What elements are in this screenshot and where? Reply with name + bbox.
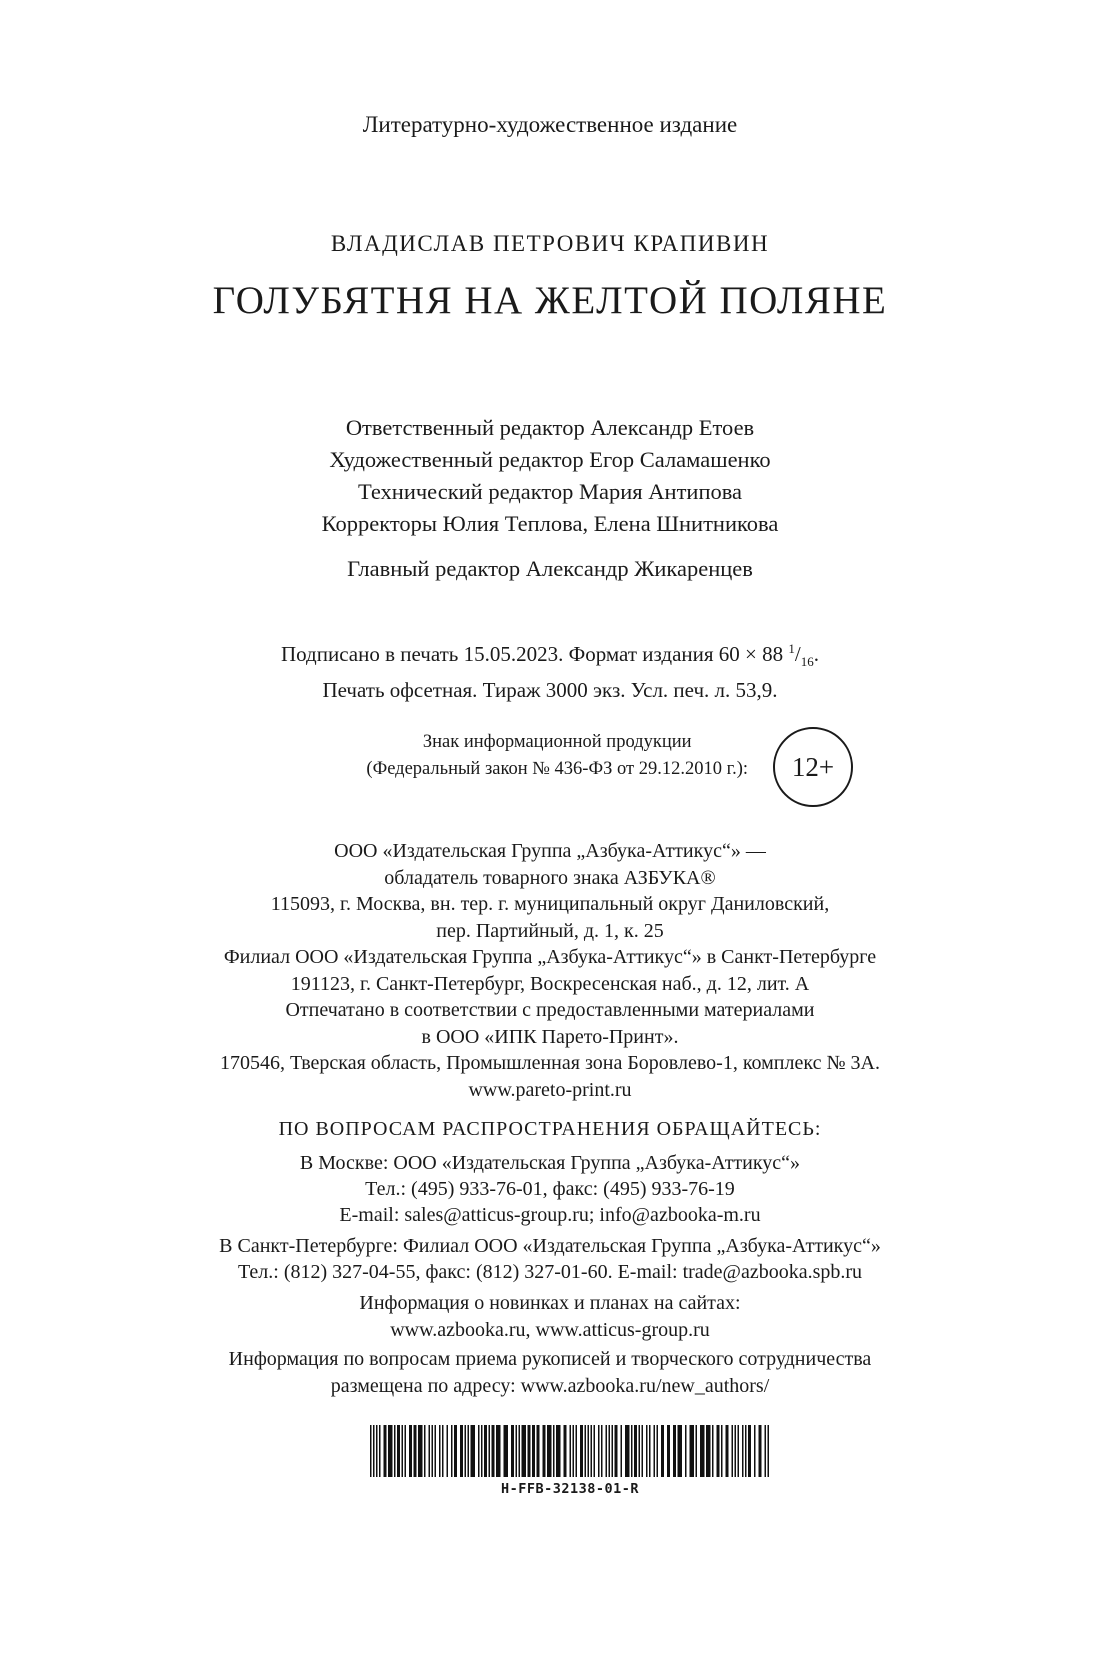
barcode-bar: [606, 1425, 608, 1477]
barcode-bar: [754, 1425, 756, 1477]
barcode-bar: [721, 1425, 723, 1477]
author-name: ВЛАДИСЛАВ ПЕТРОВИЧ КРАПИВИН: [330, 231, 770, 256]
barcode-bar: [519, 1425, 521, 1477]
barcode-bar: [634, 1425, 637, 1477]
barcode: [370, 1425, 770, 1477]
barcode-bar: [516, 1425, 518, 1477]
barcode-bar: [673, 1425, 676, 1477]
age-rating-badge: 12+: [773, 727, 853, 807]
edition-genre: Литературно-художественное издание: [362, 112, 738, 137]
barcode-bar: [759, 1425, 762, 1477]
barcode-bar: [429, 1425, 431, 1477]
barcode-bar: [522, 1425, 527, 1477]
barcode-bar: [765, 1425, 767, 1477]
barcode-bar: [442, 1425, 444, 1477]
barcode-code: H-FFB-32138-01-R: [500, 1481, 640, 1497]
format-fraction-denominator: 16: [800, 654, 814, 670]
editorial-credits: [0, 412, 1100, 540]
barcode-bar: [376, 1425, 378, 1477]
barcode-bar: [547, 1425, 552, 1477]
barcode-bar: [738, 1425, 740, 1477]
credit-line: Ответственный редактор Александр Етоев: [345, 415, 755, 440]
barcode-bar: [402, 1425, 404, 1477]
barcode-bar: [646, 1425, 648, 1477]
distribution-heading: ПО ВОПРОСАМ РАСПРОСТРАНЕНИЯ ОБРАЩАЙТЕСЬ:: [278, 1118, 822, 1140]
barcode-bar: [712, 1425, 714, 1477]
format-fraction-numerator: 1: [788, 641, 795, 656]
barcode-bar: [397, 1425, 400, 1477]
print-details: [0, 635, 1100, 704]
print-line-2: Печать офсетная. Тираж 3000 экз. Усл. печ. л. 53,9.: [322, 678, 778, 703]
barcode-bar: [615, 1425, 618, 1477]
barcode-bar: [451, 1425, 453, 1477]
barcode-bar: [418, 1425, 423, 1477]
barcode-bar: [642, 1425, 644, 1477]
barcode-bar: [717, 1425, 720, 1477]
barcode-bar: [696, 1425, 698, 1477]
barcode-bar: [631, 1425, 633, 1477]
credit-line: Корректоры Юлия Теплова, Елена Шнитникова: [321, 511, 779, 536]
barcode-bar: [580, 1425, 583, 1477]
barcode-bar: [484, 1425, 487, 1477]
print-line-1: Подписано в печать 15.05.2023. Формат издания 60 × 88 $^1/_{16}$.: [280, 641, 819, 670]
barcode-bar: [465, 1425, 467, 1477]
barcode-bar: [492, 1425, 495, 1477]
barcode-bar: [678, 1425, 683, 1477]
barcode-bar: [570, 1425, 572, 1477]
barcode-bar: [528, 1425, 531, 1477]
publisher-info: ООО «Издательская Группа „Азбука-Аттикус“» — обладатель товарного знака АЗБУКА® 115093, г. Москва, вн. тер. г. муниципальный округ Даниловский, пер. Партийный, д. 1, к. 25: [270, 840, 830, 942]
chief-editor: Главный редактор Александр Жикаренцев: [347, 556, 753, 581]
barcode-bar: [537, 1425, 540, 1477]
barcode-bar: [468, 1425, 470, 1477]
barcode-bar: [735, 1425, 737, 1477]
barcode-bar: [649, 1425, 651, 1477]
barcode-bar: [594, 1425, 596, 1477]
barcode-bar: [553, 1425, 555, 1477]
barcode-bar: [379, 1425, 381, 1477]
barcode-bar: [585, 1425, 587, 1477]
barcode-bar: [625, 1425, 630, 1477]
barcode-bar: [543, 1425, 546, 1477]
barcode-bar: [657, 1425, 659, 1477]
barcode-bar: [532, 1425, 535, 1477]
barcode-bar: [745, 1425, 747, 1477]
barcode-bar: [591, 1425, 593, 1477]
barcode-bar: [667, 1425, 670, 1477]
credit-line: Художественный редактор Егор Саламашенко: [329, 447, 771, 472]
barcode-bar: [576, 1425, 578, 1477]
barcode-bar: [742, 1425, 744, 1477]
printer-website: www.pareto-print.ru: [468, 1078, 632, 1101]
barcode-bar: [373, 1425, 375, 1477]
barcode-bar: [612, 1425, 614, 1477]
barcode-bar: [685, 1425, 687, 1477]
barcode-bar: [748, 1425, 751, 1477]
barcode-bar: [478, 1425, 480, 1477]
barcode-bar: [409, 1425, 412, 1477]
barcode-bar: [732, 1425, 734, 1477]
barcode-bar: [598, 1425, 600, 1477]
barcode-bar: [460, 1425, 463, 1477]
barcode-bar: [435, 1425, 437, 1477]
barcode-bar: [370, 1425, 372, 1477]
barcode-bar: [481, 1425, 483, 1477]
barcode-bar: [432, 1425, 434, 1477]
barcode-bar: [414, 1425, 417, 1477]
barcode-bar: [424, 1425, 426, 1477]
barcode-bar: [496, 1425, 501, 1477]
barcode-bar: [447, 1425, 449, 1477]
barcode-bar: [471, 1425, 476, 1477]
barcode-bar: [384, 1425, 387, 1477]
barcode-bar: [726, 1425, 729, 1477]
barcode-bar: [588, 1425, 590, 1477]
barcode-bar: [661, 1425, 664, 1477]
moscow-contacts: В Москве: ООО «Издательская Группа „Азбука-Аттикус“» Тел.: (495) 933-76-01, факс: (495) 933-76-19 E-mail: sales@atticus-group.ru; info@azbooka-m.ru: [299, 1152, 801, 1226]
credit-line: Технический редактор Мария Антипова: [357, 479, 743, 504]
barcode-bar: [654, 1425, 656, 1477]
barcode-bar: [573, 1425, 575, 1477]
barcode-bar: [601, 1425, 603, 1477]
barcode-bar: [768, 1425, 770, 1477]
barcode-bar: [609, 1425, 611, 1477]
info-sign-text: Знак информационной продукции (Федеральный закон № 436-ФЗ от 29.12.2010 г.):: [366, 732, 748, 779]
barcode-bar: [706, 1425, 711, 1477]
websites-info: Информация о новинках и планах на сайтах: www.azbooka.ru, www.atticus-group.ru: [359, 1292, 741, 1341]
barcode-bar: [489, 1425, 491, 1477]
branch-info: Филиал ООО «Издательская Группа „Азбука-Аттикус“» в Санкт-Петербурге 191123, г. Санкт-Петербург, Воскресенская наб., д. 12, лит. А: [223, 946, 877, 995]
printer-info: Отпечатано в соответствии с предоставленными материалами в ООО «ИПК Парето-Принт». 170546, Тверская область, Промышленная зона Боровлево-1, комплекс № 3А. www.pareto-print.ru: [0, 997, 1100, 1103]
barcode-bar: [454, 1425, 457, 1477]
barcode-bar: [639, 1425, 641, 1477]
barcode-bar: [564, 1425, 567, 1477]
barcode-bar: [439, 1425, 441, 1477]
barcode-bar: [388, 1425, 393, 1477]
barcode-bar: [394, 1425, 396, 1477]
book-title: ГОЛУБЯТНЯ НА ЖЕЛТОЙ ПОЛЯНЕ: [212, 279, 888, 322]
spb-contacts: В Санкт-Петербурге: Филиал ООО «Издательская Группа „Азбука-Аттикус“» Тел.: (812) 327-04-55, факс: (812) 327-01-60. E-mail: trade@azbooka.spb.ru: [219, 1235, 881, 1283]
barcode-bar: [504, 1425, 509, 1477]
barcode-bar: [690, 1425, 695, 1477]
barcode-bar: [700, 1425, 705, 1477]
barcode-bar: [621, 1425, 623, 1477]
barcode-bar: [556, 1425, 561, 1477]
barcode-bar: [511, 1425, 514, 1477]
barcode-bar: [405, 1425, 407, 1477]
manuscripts-info: Информация по вопросам приема рукописей и творческого сотрудничества размещена по адресу: www.azbooka.ru/new_authors/: [228, 1348, 872, 1397]
